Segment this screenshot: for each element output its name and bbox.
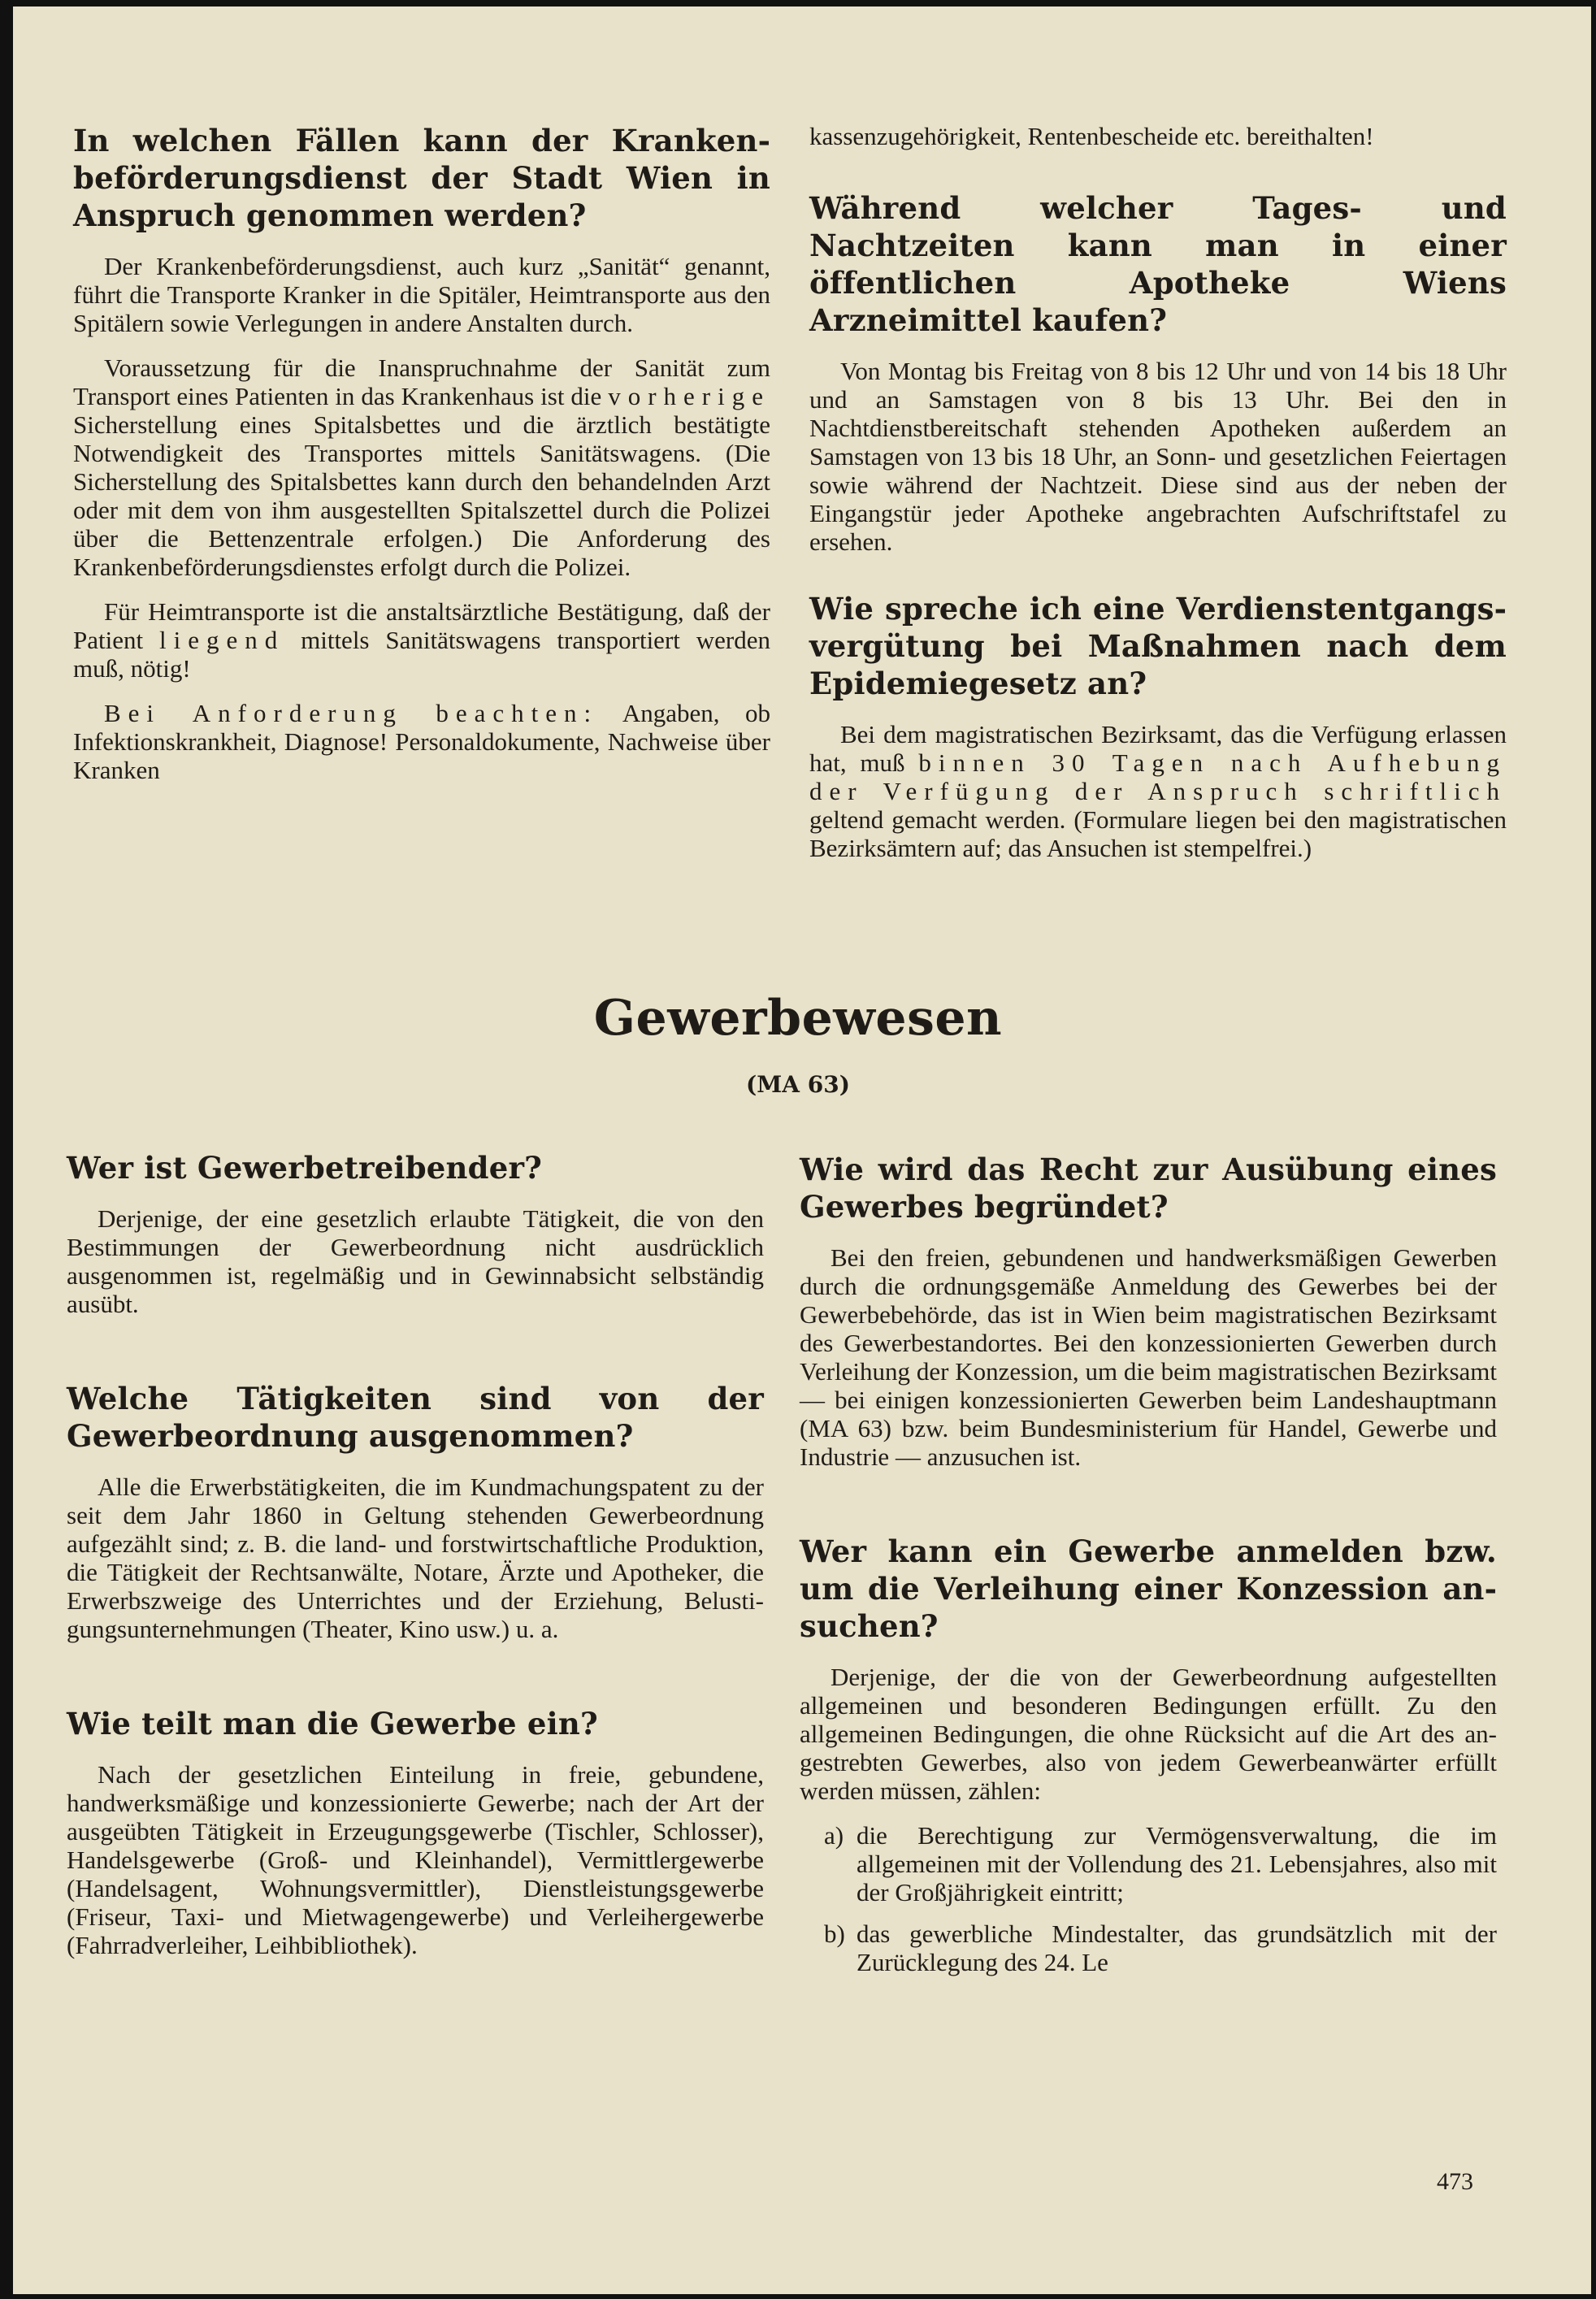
list-item [800,1919,1497,1976]
list-item-label: a) [824,1821,844,1850]
page-number: 473 [1437,2168,1473,2195]
top-right-column [809,122,1507,878]
conditions-list [800,1821,1497,1976]
heading-einteilung: Wie teilt man die Gewerbe ein? [67,1706,598,1742]
heading-anmelden: Wer kann ein Gewerbe anmelden bzw. um die Verleihung einer Konzession ansuchen? [800,1533,1497,1644]
heading-krankenbefoerderung: In welchen Fällen kann der Krankenbeförderungsdienst der Stadt Wien in Anspruch genommen werden? [73,123,770,233]
paragraph-gewerbetreibender: Derjenige, der eine gesetzlich erlaubte Tätigkeit, die von den Bestimmungen der Gewerbeordnung nicht ausdrücklich ausgenommen ist, regelmäßig und in Gewinnabsicht selbständig ausübt. [67,1204,764,1318]
paragraph-anmelden: Derjenige, der die von der Gewerbeordnung aufgestellten allgemeinen und besonderen Bedingungen erfüllt. Zu den allgemeinen Bedingungen, die ohne Rücksicht auf die Art des angestrebten Gewerbes, also von jedem Gewerbeanwärter erfüllt werden müssen, zählen: [800,1663,1497,1805]
emphasis-binnen: binnen 30 Tagen nach Aufhebung der Verfügung der Anspruch schriftlich [809,748,1507,805]
emphasis-liegend: liegend [158,626,285,654]
section-subtitle: (MA 63) [746,1071,850,1098]
paragraph-recht-ausuebung: Bei den freien, gebundenen und handwerksmäßigen Gewerben durch die ordnungsgemäße Anmeldung des Gewerbes bei der Gewerbebehörde, das ist in Wien beim magistratischen Bezirksamt des Gewerbestandortes. Bei den konzessionierten Gewerben durch Verleihung der Konzession, um die beim magistratischen Bezirksamt — bei einigen konzessionierten Gewerben beim Landeshauptmann (MA 63) bzw. beim Bundesministerium für Handel, Gewerbe und Industrie — anzusuchen ist. [800,1243,1497,1471]
paragraph-sanitaet: Der Krankenbeförderungsdienst, auch kurz „Sanität“ genannt, führt die Transporte Kranker in die Spitäler, Heimtransporte aus den Spitälern sowie Verlegungen in andere Anstalten durch. [73,252,770,337]
list-item-label: b) [824,1919,845,1948]
paragraph-anforderung: Bei Anforderung beachten: Angaben, ob Infektionskrankheit, Diagnose! Personaldokumente, Nachweise über Kranken [73,699,770,784]
paragraph-heimtransporte: Für Heimtransporte ist die anstaltsärztliche Bestätigung, daß der Patient liegend mittels Sanitätswagens transportiert werden muß, nötig! [73,597,770,683]
list-item-text: das gewerbliche Mindestalter, das grundsätzlich mit der Zurücklegung des 24. Le [857,1919,1497,1976]
top-left-column [73,122,770,800]
heading-recht-ausuebung: Wie wird das Recht zur Ausübung eines Gewerbes begründet? [800,1152,1497,1225]
paragraph-ausgenommen: Alle die Erwerbstätigkeiten, die im Kundmachungspatent zu der seit dem Jahr 1860 in Geltung stehenden Gewerbeordnung aufgezählt sind; z. B. die land- und forstwirtschaftliche Produktion, die Tätigkeit der Rechtsanwälte, Notare, Ärzte und Apotheker, die Erwerbszweige des Unterrichtes und der Erziehung, Belustigungsunternehmungen (Theater, Kino usw.) u. a. [67,1473,764,1643]
heading-verdienstentgang: Wie spreche ich eine Verdienstentgangsvergütung bei Maßnahmen nach dem Epidemiegesetz an? [809,591,1507,701]
paragraph-oeffnungszeiten: Von Montag bis Freitag von 8 bis 12 Uhr und von 14 bis 18 Uhr und an Samstagen von 8 bis 13 Uhr. Bei den in Nachtdienstbereitschaft stehenden Apotheken außerdem an Samstagen von 13 bis 18 Uhr, an Sonn- und gesetzlichen Feiertagen sowie während der Nachtzeit. Diese sind aus der neben der Eingangstür jeder Apotheke angebrachten Aufschriftstafel zu ersehen. [809,357,1507,556]
emphasis-anforderung: Bei Anforderung beachten: [104,699,599,727]
emphasis-vorherige: vorherige [608,382,770,410]
heading-gewerbetreibender: Wer ist Gewerbetreibender? [67,1150,543,1186]
list-item-text: die Berechtigung zur Vermögensverwaltung, die im allgemeinen mit der Vollendung des 21. Lebensjahres, also mit der Großjährigkeit eintritt; [857,1821,1497,1906]
bottom-right-column [800,1151,1497,1991]
paragraph-einteilung: Nach der gesetzlichen Einteilung in freie, gebundene, handwerksmäßige und konzessionierte Gewerbe; nach der Art der ausgeübten Tätigkeit in Erzeugungsgewerbe (Tischler, Schlosser), Handelsgewerbe (Groß- und Kleinhandel), Vermittlergewerbe (Handelsagent, Wohnungsvermittler), Dienstleistungsgewerbe (Friseur, Taxi- und Mietwagengewerbe) und Verleihergewerbe (Fahrradverleiher, Leihbibliothek). [67,1760,764,1959]
paragraph-continuation: kassenzugehörigkeit, Rentenbescheide etc. bereithalten! [809,122,1374,150]
heading-ausgenommen: Welche Tätigkeiten sind von der Gewerbeordnung ausgenommen? [67,1381,764,1454]
paragraph-voraussetzung: Voraussetzung für die Inanspruchnahme der Sanität zum Transport eines Patienten in das Krankenhaus ist die vorherige Sicherstellung eines Spitalsbettes und die ärztlich bestätigte Notwendigkeit des Transportes mittels Sanitätswagens. (Die Sicherstellung des Spitalsbettes kann durch den behandelnden Arzt oder mit dem von ihm ausgestellten Spitalszettel durch die Polizei über die Bettenzentrale erfolgen.) Die Anforderung des Krankenbeförderungsdienstes erfolgt durch die Polizei. [73,354,770,581]
section-title: Gewerbewesen [593,990,1003,1047]
list-item [800,1821,1497,1906]
bottom-left-column [67,1149,764,1976]
paragraph-bezirksamt: Bei dem magistratischen Bezirksamt, das die Verfügung erlassen hat, muß binnen 30 Tagen nach Aufhebung der Verfügung der Anspruch schriftlich geltend gemacht werden. (Formulare liegen bei den magistratischen Bezirksämtern auf; das Ansuchen ist stempelfrei.) [809,720,1507,862]
heading-apotheke: Während welcher Tages- und Nachtzeiten kann man in einer öffentlichen Apotheke Wiens Arzneimittel kaufen? [809,190,1507,338]
